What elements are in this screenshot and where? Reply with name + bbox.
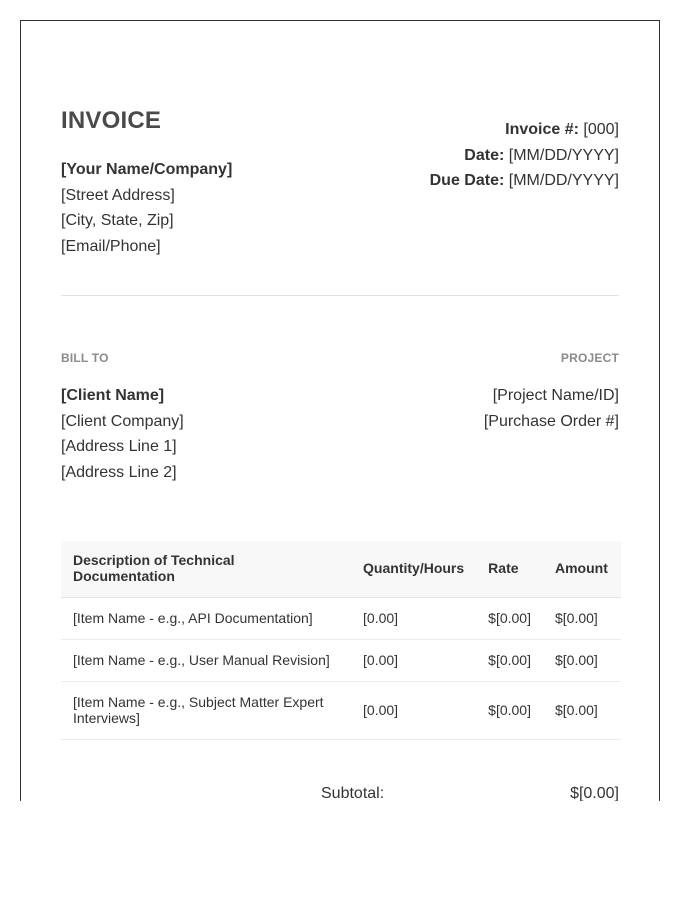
header-quantity: Quantity/Hours xyxy=(351,541,476,597)
sender-contact: [Email/Phone] xyxy=(61,237,161,255)
item-amount: $[0.00] xyxy=(543,639,621,681)
project-label: PROJECT xyxy=(560,351,619,365)
invoice-number-line xyxy=(430,117,619,143)
table-body xyxy=(61,597,621,739)
invoice-due-line xyxy=(430,168,619,194)
item-description: [Item Name - e.g., User Manual Revision] xyxy=(61,639,351,681)
subtotal-value: $[0.00] xyxy=(570,785,619,801)
header-amount: Amount xyxy=(543,541,621,597)
project-name: [Project Name/ID] xyxy=(492,387,619,404)
item-rate: $[0.00] xyxy=(476,681,543,739)
invoice-title: INVOICE xyxy=(61,107,162,134)
item-rate: $[0.00] xyxy=(476,597,543,639)
table-row xyxy=(61,681,621,739)
item-description: [Item Name - e.g., API Documentation] xyxy=(61,597,351,639)
header-divider xyxy=(61,295,619,296)
header-rate: Rate xyxy=(476,541,543,597)
table-row xyxy=(61,639,621,681)
sender-street: [Street Address] xyxy=(61,186,175,204)
client-address-line-1: [Address Line 1] xyxy=(61,438,177,456)
invoice-date-line xyxy=(430,143,619,169)
item-quantity: [0.00] xyxy=(351,681,476,739)
subtotal-label: Subtotal: xyxy=(321,785,385,801)
table-header xyxy=(61,541,621,597)
sender-city: [City, State, Zip] xyxy=(61,212,174,230)
item-quantity: [0.00] xyxy=(351,639,476,681)
invoice-date-label: Date: xyxy=(464,146,505,164)
client-address-line-2: [Address Line 2] xyxy=(61,463,177,481)
line-items-table xyxy=(61,541,621,740)
item-amount: $[0.00] xyxy=(543,681,621,739)
invoice-date-value: [MM/DD/YYYY] xyxy=(508,146,619,164)
table-header-row xyxy=(61,541,621,597)
invoice-number-value: [000] xyxy=(583,121,619,138)
item-amount: $[0.00] xyxy=(543,597,621,639)
table-row xyxy=(61,597,621,639)
invoice-due-value: [MM/DD/YYYY] xyxy=(508,172,619,190)
bill-to-label: BILL TO xyxy=(61,351,109,365)
invoice-due-label: Due Date: xyxy=(429,172,505,190)
sender-name: [Your Name/Company] xyxy=(61,161,233,178)
bill-to-block xyxy=(61,383,184,485)
header-description: Description of Technical Documentation xyxy=(61,541,351,597)
purchase-order: [Purchase Order #] xyxy=(483,412,619,430)
invoice-number-label: Invoice #: xyxy=(505,121,579,138)
item-quantity: [0.00] xyxy=(351,597,476,639)
project-block xyxy=(484,383,619,434)
client-company: [Client Company] xyxy=(61,412,184,430)
item-description: [Item Name - e.g., Subject Matter Expert Interviews] xyxy=(61,681,351,739)
invoice-page xyxy=(20,20,660,801)
client-name: [Client Name] xyxy=(61,387,165,404)
invoice-meta xyxy=(430,117,619,194)
sender-block xyxy=(61,157,232,259)
item-rate: $[0.00] xyxy=(476,639,543,681)
